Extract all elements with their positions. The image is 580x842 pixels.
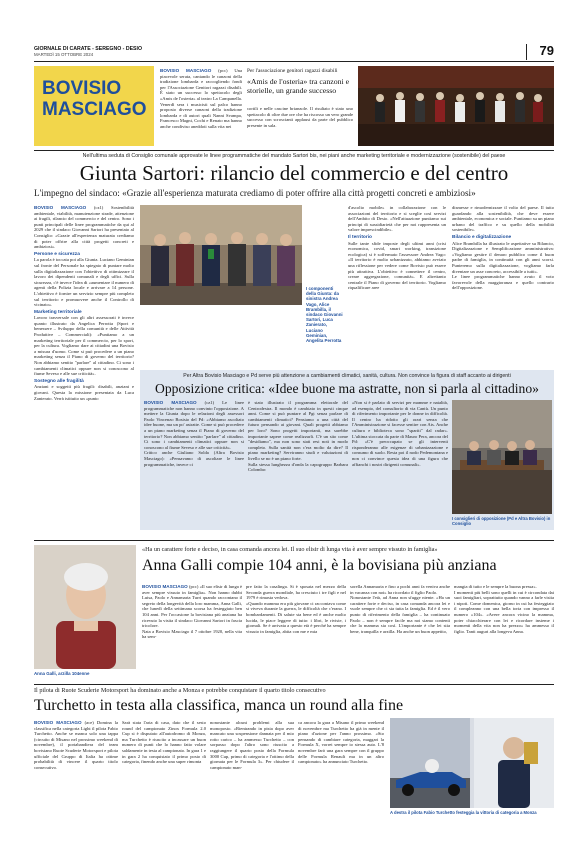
turchetto-photo bbox=[390, 718, 554, 808]
page-number: 79 bbox=[539, 43, 554, 58]
main-col4 bbox=[452, 205, 554, 365]
opposition-col2b-text: Sulla stessa lunghezza d'onda la capogruppo Barbara Colombo: bbox=[248, 461, 348, 473]
story1-lead-text: Una piacevole serata, cantando le canzoni della tradizione lombarda e raccogliendo fondi per l'Associazione Genitori ragazzi disabili. È stato un successo lo spettacolo degli «Amis de l'osteria» al teatro La Campanella. Venerdì sera i musicisti sul palco hanno proposto diverse canzoni della tradizione lombarda e di autori quali Nanni Svampa, Francesco Magni, Cochi e Renato ma hanno anche condiviso aneddoti sulla vita nei bbox=[160, 68, 242, 129]
opposition-col3-text: «Non si è parlato di servizi per mamme e natalità, ad esempio, del consultorio di via Cantù. Un punto di riferimento importante per le donne in difficoltà. Il centro ha ridotto gli orari senza che l'Amministrazione si facesse sentire con Ats. Anche cultura e biblioteca sono "spariti" dal radar». L'ultima stoccata da parte di Mauro Pera, ancora del Pd: «C'è preoccupato se gli interventi risponderanno alle esigenze di urbanizzazione e consumo di suolo. Resta poi il nodo Pedemontana e non ci convince questa idea di una figura che affianchi i nostri dirigenti comunali». bbox=[352, 400, 448, 467]
theater-stage-photo bbox=[358, 66, 554, 146]
turchetto-col2 bbox=[122, 720, 206, 820]
galli-col3 bbox=[350, 584, 450, 680]
main-sub-territorio: Il territorio bbox=[348, 234, 372, 240]
galli-col4b-text: I momenti più belli sono quelli in cui è circondata dai suoi famigliari, soprattutto quando vanno a farle visita i nipoti. Come domenica, giorno in cui ha festeggiato il compleanno con una bella torta con impresso il numero «104». «Avere ancora vicino la mamma, poter chiacchierare con lei e ricordare insieme i momenti della vita non ha prezzo» ha ammesso il figlio. Tanti auguri alla longeva Anna. bbox=[454, 589, 554, 634]
main-col4c-text: Le linee programmatiche hanno avuto il voto favorevole della maggioranza e quello contrario dell'opposizione. bbox=[452, 274, 554, 291]
galli-col1b-text: Nata a Bovisio Masciago il 7 ottobre 1920, nella vita ha sem- bbox=[142, 628, 242, 640]
galli-col4 bbox=[454, 584, 554, 680]
opposition-col1b-text: Critico anche Giuliano Solda (Altra Bovisio Masciago): «Pensavamo di ascoltare le linee programmatiche, invece ci bbox=[144, 450, 244, 467]
main-col1c-text: Lavoro trasversale con gli altri assessorati è invece quanto illustrato da Angelica Perrotta (Sport e benessere – Sviluppo della comunità e delle Attività Produttive – Commerciali): «Puntiamo a un marketing territoriale per il commercio, per lo sport, per la cultura. Vogliamo dare ai cittadini una Bovisio a misura d'uomo. Come si può procedere a un piano marketing senza il Piano di governo del territorio? Non abbiamo sentito "parlare" al cittadino. Ci sono i cambiamenti climatici oppure non si conoscono al fiume Seveso e alle sue criticità». bbox=[34, 315, 134, 377]
issue-date: MARTEDÌ 15 OTTOBRE 2024 bbox=[34, 52, 94, 57]
turchetto-kicker: Il pilota di Ruote Scuderie Motorsport ha dominato anche a Monza e potrebbe conquistare il quarto titolo consecutivo bbox=[34, 687, 326, 694]
turchetto-col4 bbox=[298, 720, 384, 820]
opposition-col2-text: è stato illustrato il programma elettorale del Centrodestra. Il mondo è cambiato in questi cinque anni. Come si può puntare al Pgt senza parlare di cambiamenti climatici? Pensiamo a una città del futuro pensando ai giovani. Quali progetti abbiamo per loro? Sono progetti importanti, ma sarebbe importante sapere come realizzarli. C'è un sito come "desidiamo", ma non sono stati resi noti in modo completo. Sulla sanità non c'era molto da dire? Il piano marketing? Serviranno studi e valutazioni di livello se no è un piano forte. bbox=[248, 400, 348, 461]
turchetto-col4-text: ca ancora la gara a Misano il primo weekend di novembre ma Turchetto ha già in mente il piano d'azione per l'anno prossimo. «Sto pensando di cambiare categoria, maggari la Formula X, vorrei sempre io stessa auto. L'8 novembre farò una gara sempre con il gruppo delle Formula Renault ma in un altro campionato» ha annunciato Turchetto. bbox=[298, 720, 384, 765]
turchetto-col1 bbox=[34, 720, 118, 820]
main-col4-text: dismesse e rimodernizzare il volto del paese. Il tutto guardando alla sostenibilità, che deve essere ambientale, economica e sociale. Puntiamo su un piano urbano del traffico e su quello della mobilità sostenibile». bbox=[452, 205, 554, 233]
main-top-rule bbox=[34, 150, 554, 151]
galli-photo bbox=[34, 545, 136, 669]
main-photo bbox=[140, 205, 302, 305]
galli-col4-text: mangia di tutto e le sempre la buona pressa». bbox=[454, 584, 537, 589]
opposition-photo bbox=[452, 400, 552, 514]
opposition-tag-suffix: (cz1) bbox=[204, 400, 215, 405]
opposition-tag: BOVISIO MASCIAGO bbox=[144, 400, 197, 405]
turchetto-photo-caption: A destra il pilota Fabio Turchetto festeggia la vittoria di categoria a Monza bbox=[390, 810, 537, 815]
story1-head-block bbox=[247, 68, 353, 95]
masthead-rule bbox=[34, 61, 554, 62]
galli-kicker: «Ha un carattere forte e deciso, in casa comanda ancora lei. Il suo elisir di lunga vita è aver sempre vissuto in famiglia» bbox=[142, 546, 438, 553]
turchetto-top-rule bbox=[34, 684, 554, 685]
main-col3 bbox=[348, 205, 446, 365]
turchetto-col3 bbox=[210, 720, 294, 820]
story1-kicker: Per l'associazione genitori ragazzi disabili bbox=[247, 68, 338, 74]
story1-tag: BOVISIO MASCIAGO bbox=[160, 68, 212, 73]
council-chamber-photo bbox=[452, 400, 552, 514]
council-group-photo bbox=[140, 205, 302, 305]
main-col3-text: d'ascolto mobile» in collaborazione con le associazioni del territorio e si sceglie così servizi dell'Ambito di Desio. «Nell'attuazione puntiamo sui principi di sussidiarietà che per noi rappresenta un valore imprescindibile». bbox=[348, 205, 446, 233]
galli-col3-text: sorella Annamaria e fino a pochi anni fa veniva anche in vacanza con noi» ha ricordato il figlio Paolo. bbox=[350, 584, 450, 595]
main-kicker: Nell'ultima seduta di Consiglio comunale approvate le linee programmatiche del mandato Sartori bis, nei piani anche marketing territoriale e modernizzazione (sostenibile) del paese bbox=[82, 153, 506, 159]
galli-photo-caption: Anna Galli, arzilla 104enne bbox=[34, 671, 90, 676]
main-tag-suffix: (cz1) bbox=[93, 205, 104, 210]
section-title-block bbox=[34, 66, 154, 146]
main-tag: BOVISIO MASCIAGO bbox=[34, 205, 87, 210]
galli-tag-suffix: (pcc) bbox=[188, 584, 199, 589]
main-headline: Giunta Sartori: rilancio del commercio e del centro bbox=[79, 161, 509, 185]
turchetto-col2-text: Sarà stata l'aria di casa, dato che il sesto round del campionato Zinox Formula 2.0 Cup si è disputato all'autodromo di Monza, ma Turchetto è riuscito a incassare un buon numero di punti che lo hanno fatto volare saldamente in testa al campionato. In gara 1 e in gara 2 ha conquistato il primo posto di categoria, finendo anche una super rimonta bbox=[122, 720, 206, 765]
portrait-photo bbox=[34, 545, 136, 669]
opposition-photo-caption: I consiglieri di opposizione (Pd e Altra Bovisio) in Consiglio bbox=[452, 516, 551, 526]
masthead bbox=[34, 43, 554, 60]
galli-tag: BOVISIO MASCIAGO bbox=[142, 584, 188, 589]
main-col1d-text: Anziani e soggetti più fragili: disabili, anziani e giovani. Questa la missione presentata da Luca Zanierato. Verrà istituito un «punto bbox=[34, 384, 134, 401]
story1-body-text: cortili e nelle cascine brianzole. Il risultato è stato uno spettacolo di oltre due ore che ha riscosso un vero grande successo con scroscianti applausi da parte del pubblico presente in sala. bbox=[247, 106, 353, 128]
main-subhead: L'impegno del sindaco: «Grazie all'esperienza maturata crediamo di poter offrire alla città progetti concreti e ambiziosi» bbox=[34, 188, 476, 198]
turchetto-col3-text: nonostante alcuni problemi alla sua monoposto. «Rientrando in pista dopo aver mancato una sospensione dannata per il mio rotto carico – ha ammesso Turchetto – con sorpasso dopo l'altro sono riuscito a raggiungere il quarto posto della Formula 3000 Cup, primo di categoria e l'ottimo della giornata per le Formula 3». Per chiudere il campionato man- bbox=[210, 720, 294, 770]
galli-col1-text: «Il suo elisir di lunga è aver sempre vissuto in famiglia». Non hanno dubbi Luisa, Paolo e Annamaria Turri quando raccontano il segreto della longevità della loro mamma, Anna Galli, che lunedì della settimana scorsa ha festeggiato ben 104 anni. Per l'occasione la bovisiana più anziana ha ricevuto la visita il sindaco Giovanni Sartori in fascia tricolore. bbox=[142, 584, 242, 629]
section-title: BOVISIO MASCIAGO bbox=[42, 78, 147, 120]
turchetto-tag: BOVISIO MASCIAGO bbox=[34, 720, 82, 725]
story1-body bbox=[247, 106, 353, 146]
galli-col2b-text: «Quando mamma era più giovane ci raccontava come si viveva durante la guerra, le difficoltà che c'erano. I bombardamenti. Di salute sta bene ed è anche molto lucida, le piace leggere di tutto: i libri, le riviste, i giornali. Se è arrivata a questo età è perché ha sempre vissuto in famiglia, abita con me e mia bbox=[246, 600, 346, 634]
story1-tag-suffix: (pcc) bbox=[218, 68, 228, 73]
main-sub-personale: Persone e sicurezza bbox=[34, 251, 80, 257]
main-col1 bbox=[34, 205, 134, 527]
story1-photo bbox=[358, 66, 554, 146]
main-sub-bilancio: Bilancio e digitalizzazione bbox=[452, 234, 512, 240]
opposition-col2 bbox=[248, 400, 348, 528]
galli-col3b-text: Nonostante l'età, ad Anna non sfugge niente. «Ha un carattere forte e deciso, in casa comanda ancora lei e vuole sempre che ci sia tutta la famiglia. Ed è il vero punto di riferimento della famiglia – ha continuato Paolo – non è sempre facile ma noi siamo contenti che la mamma sia così. L'importante è che lei stia bene, tranquilla e arzilla. Ha anche un buon appetito, bbox=[350, 595, 450, 634]
main-col1-text: Sostenibilità ambientale, viabilità, manutenzione strade, attenzione ai fragili, rilancio del commercio e del centro. Sono i punti principali delle linee programmatiche da qui al 2029 che il sindaco Giovanni Sartori ha presentato al Consiglio: «Grazie all'esperienza maturata crediamo di poter offrire alla città progetti concreti e ambiziosi». bbox=[34, 205, 134, 250]
racing-photo bbox=[390, 718, 554, 808]
galli-col2 bbox=[246, 584, 346, 680]
galli-headline: Anna Galli compie 104 anni, è la bovisiana più anziana bbox=[142, 557, 497, 574]
opposition-col1 bbox=[144, 400, 244, 528]
story1-headline: «Amis de l'osteria» tra canzoni e storielle, un grande successo bbox=[247, 77, 350, 95]
main-sub-fragili: Sostegno alle fragilità bbox=[34, 378, 84, 384]
opposition-kicker: Per Altra Bovisio Masciago e Pd serve più attenzione a cambiamenti climatici, sanità, cultura. Non convince la figura di staff accanto ai dirigenti bbox=[183, 373, 511, 379]
turchetto-headline: Turchetto in testa alla classifica, manca un round alla fine bbox=[34, 697, 404, 714]
story1-lead bbox=[160, 68, 242, 146]
main-col4b-text: Alice Brambilla ha illustrato le aspettative su Bilancio, Digitalizzazione e Semplificazione amministrativa: «Vogliamo gestire il denaro pubblico come il buon padre di famiglia, in continuità con gli anni scorsi. Punteremo sulla digitalizzazione, vogliamo farla diventare un asse concreto, accessibile a tutti». bbox=[452, 240, 554, 274]
main-photo-caption: I componenti della Giunta: da sinistra Andrea Vago, Alice Brambilla, il sindaco Giovanni Sartori, Luca Zanierato, Luciano Geminian, Angelita Perrotta bbox=[306, 286, 343, 344]
opposition-col3 bbox=[352, 400, 448, 528]
galli-col1 bbox=[142, 584, 242, 680]
galli-col2-text: pre fatto la casalinga. Si è sposata nel mezzo della Seconda guerra mondiale, ha cresciuto i tre figli e nel 1979 è rimasta vedova. bbox=[246, 584, 346, 601]
galli-top-rule bbox=[34, 540, 554, 541]
main-col1b-text: La parola è toccata poi alla Giunta. Luciano Geminian sul fronte del Personale ha spiegato di puntare molto sulla digitalizzazione con l'obiettivo di ottimizzare il lavoro dei dipendenti comunali e degli uffici. Sulla sicurezza, c'è invece l'idea di «aumentare il numero di agenti della Polizia locale e arrivare a 14 persone. L'obiettivo è fornire un servizio sempre più completo sul territorio e promuovere anche il Controllo di vicinato». bbox=[34, 257, 134, 308]
opposition-col1-text: Le linee programmatiche non hanno convinto l'opposizione. A mettere la Giunta dopo le relazioni degli assessori Paolo Vincenzo Bosisio del Pd: «Abbiamo ascoltato idee buone, ma un po' astratte. Come si può procedere a un piano marketing senza il Piano di governo del territorio? Non abbiamo sentito "parlare" al cittadino. Ci sono i cambiamenti climatici oppure non si conoscono al fiume Seveso e alle sue criticità». bbox=[144, 400, 244, 450]
turchetto-col1-text: Domina la classifica nella categoria Light il pilota Fabio Turchetto. Anche se manca solo una tappa (circuito di Misano nel prossimo weekend di novembre), il portabandiera del team bovisiano Ruote Scuderie Motorsport e pilota ufficiale del Gruppo di Italia ha ottime probabilità di vincere il quarto titolo consecutivo. bbox=[34, 720, 118, 770]
opposition-headline: Opposizione critica: «Idee buone ma astratte, non si parla al cittadino» bbox=[155, 381, 539, 396]
main-sub-marketing: Marketing territoriale bbox=[34, 309, 82, 315]
turchetto-tag-suffix: (ace) bbox=[84, 720, 94, 725]
paper-name: GIORNALE DI CARATE - SEREGNO - DESIO bbox=[34, 46, 142, 52]
pagenum-divider bbox=[526, 44, 527, 60]
main-col3b-text: Sulle tante sfide imposte degli ultimi anni (crisi economica, covid, smart working, transizione ecologica) si è soffermato l'assessore Andrea Vago: «Il territorio è molto urbanizzato, abbiamo avviato una riflessione per vedere come Bovisio può essere più attrattiva. L'obiettivo è connettere il centro, creare aggregazione, comunità». E altrettanto centrale il Piano di governo del territorio. Vogliamo riqualificare aree bbox=[348, 240, 446, 291]
